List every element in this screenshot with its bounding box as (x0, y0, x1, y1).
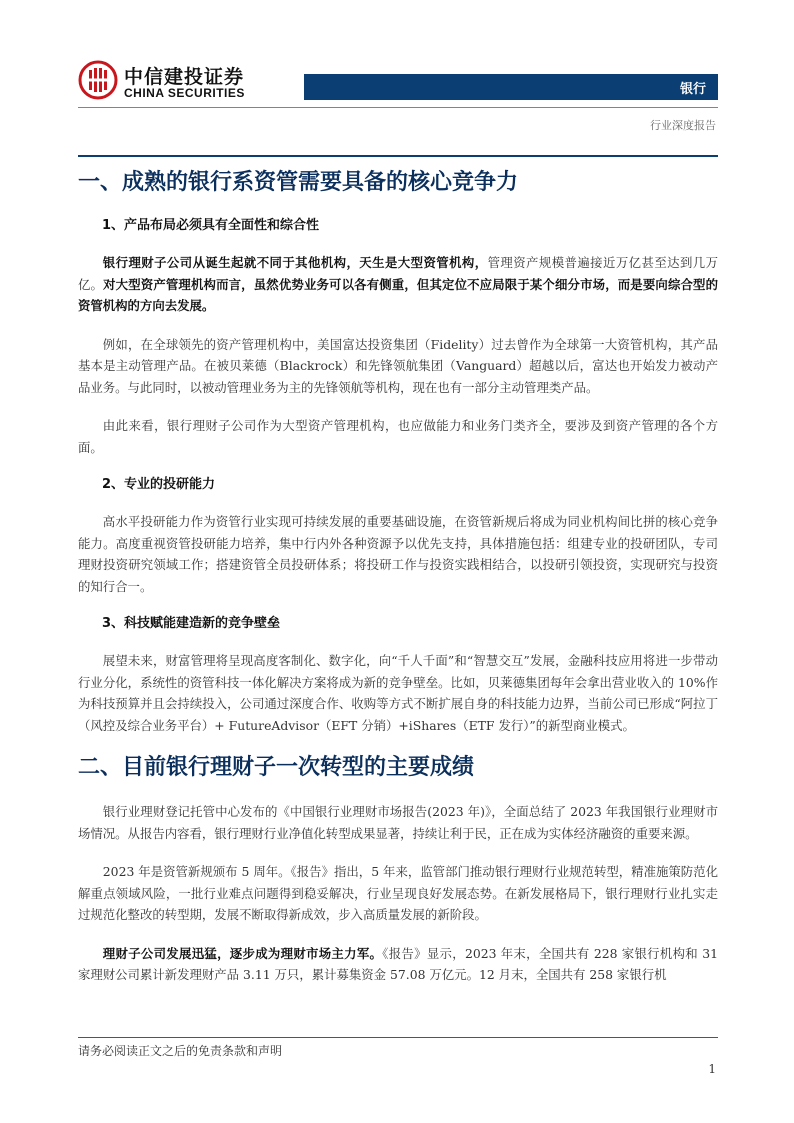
section-1-title: 一、成熟的银行系资管需要具备的核心竞争力 (78, 170, 519, 195)
header-divider (78, 107, 718, 108)
body-text: 《报告》显示，2023 年末，全国共有 228 家银行机构和 31 家理财公司累计新发理财产品 3.11 万只，累计募集资金 57.08 万亿元。12 月末，全国共有 258 家银行机 (78, 945, 719, 982)
industry-tag: 银行 (679, 82, 706, 97)
body-text: 管理资产规模普遍接近万亿甚至达到几万亿。 (78, 255, 719, 292)
disclaimer-text: 请务必阅读正文之后的免责条款和声明 (78, 1044, 283, 1058)
subsection-3-title: 3、科技赋能建造新的竞争壁垒 (102, 616, 281, 631)
subsection-2-title: 2、专业的投研能力 (102, 477, 216, 492)
paragraph (78, 252, 718, 317)
document-body (78, 158, 718, 1003)
brand-name-cn: 中信建投证券 (124, 66, 245, 88)
paragraph (78, 943, 718, 986)
section-2-title: 二、目前银行理财子一次转型的主要成绩 (78, 755, 475, 780)
china-securities-logo-icon (78, 60, 118, 100)
report-type: 行业深度报告 (650, 119, 716, 132)
header-bar (304, 74, 718, 100)
paragraph: 银行业理财登记托管中心发布的《中国银行业理财市场报告(2023 年)》，全面总结了 2023 年我国银行业理财市场情况。从报告内容看，银行理财行业净值化转型成果显著，持续让利于民，正在成为实体经济融资的重要来源。 (78, 804, 718, 841)
brand-name-en: CHINA SECURITIES (124, 86, 245, 100)
subsection-1-title: 1、产品布局必须具有全面性和综合性 (102, 218, 320, 233)
content-top-divider (78, 155, 718, 157)
paragraph: 由此来看，银行理财子公司作为大型资产管理机构，也应做能力和业务门类齐全，要涉及到资产管理的各个方面。 (78, 418, 718, 455)
paragraph: 例如，在全球领先的资产管理机构中，美国富达投资集团（Fidelity）过去曾作为全球第一大资管机构，其产品基本是主动管理产品。在被贝莱德（Blackrock）和先锋领航集团（Vanguard）超越以后，富达也开始发力被动产品业务。与此同时，以被动管理业务为主的先锋领航等机构，现在也有一部分主动管理类产品。 (78, 336, 718, 395)
footer-divider (78, 1037, 718, 1038)
paragraph: 2023 年是资管新规颁布 5 周年。《报告》指出，5 年来，监管部门推动银行理财行业规范转型，精准施策防范化解重点领域风险，一批行业难点问题得到稳妥解决，行业呈现良好发展态势。在新发展格局下，银行理财行业扎实走过规范化整改的转型期，发展不断取得新成效，步入高质量发展的新阶段。 (78, 864, 718, 922)
paragraph: 展望未来，财富管理将呈现高度客制化、数字化，向“千人千面”和“智慧交互”发展，金融科技应用将进一步带动行业分化，系统性的资管科技一体化解决方案将成为新的竞争壁垒。比如，贝莱德集团每年会拿出营业收入的 10%作为科技预算并且会持续投入，公司通过深度合作、收购等方式不断扩展自身的科技能力边界，当前公司已形成“阿拉丁（风控及综合业务平台）+ FutureAdvisor（EFT 分销）+iShares（ETF 发行）”的新型商业模式。 (78, 653, 718, 733)
paragraph: 高水平投研能力作为资管行业实现可持续发展的重要基础设施，在资管新规后将成为同业机构间比拼的核心竞争能力。高度重视资管投研能力培养，集中行内外各种资源予以优先支持，具体措施包括：组建专业的投研团队，专司理财投资研究领域工作；搭建资管全员投研体系；将投研工作与投资实践相结合，以投研引领投资，实现研究与投资的知行合一。 (78, 514, 718, 594)
emphasis-text: 对大型资产管理机构而言，虽然优势业务可以各有侧重，但其定位不应局限于某个细分市场，而是要向综合型的资管机构的方向去发展。 (78, 276, 719, 313)
emphasis-text: 银行理财子公司从诞生起就不同于其他机构，天生是大型资管机构， (102, 255, 488, 270)
page-number: 1 (708, 1062, 716, 1076)
emphasis-text: 理财子公司发展迅猛，逐步成为理财市场主力军。 (102, 945, 383, 961)
